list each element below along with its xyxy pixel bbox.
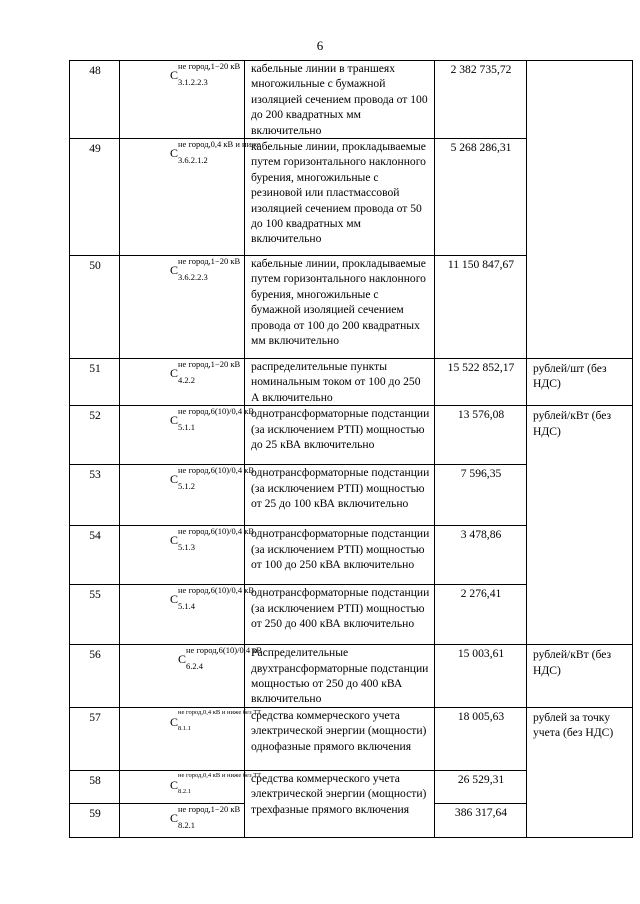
- description: средства коммерческого учета электрической энергии (мощности) однофазные прямого включения: [245, 707, 435, 770]
- rate-symbol: C не город,6(10)/0,4 кВ 5.1.3: [120, 526, 245, 585]
- amount: 3 478,86: [435, 526, 527, 585]
- description: кабельные линии, прокладываемые путем горизонтального наклонного бурения, многожильные с резиновой или пластмассовой изоляцией сечением провода от 50 до 100 квадратных мм включительно: [245, 139, 435, 256]
- row-number: 56: [70, 645, 120, 708]
- unit: рублей/кВт (без НДС): [527, 645, 633, 708]
- row-number: 57: [70, 707, 120, 770]
- rate-symbol: C не город,1−20 кВ 4.2.2: [120, 359, 245, 406]
- description: Распределительные двухтрансформаторные подстанции мощностью от 250 до 400 кВА включительно: [245, 645, 435, 708]
- rate-symbol: C не город,0,4 кВ и ниже без ТТ 8.2.1: [120, 770, 245, 803]
- amount: 5 268 286,31: [435, 139, 527, 256]
- amount: 15 522 852,17: [435, 359, 527, 406]
- unit: рублей/шт (без НДС): [527, 359, 633, 406]
- rate-symbol: C не город,1−20 кВ 3.1.2.2.3: [120, 61, 245, 139]
- rate-symbol: C не город,6(10)/0,4 кВ 5.1.2: [120, 465, 245, 526]
- page-number: 6: [316, 38, 324, 53]
- amount: 386 317,64: [435, 804, 527, 837]
- table-row: [70, 61, 633, 139]
- rate-symbol: C не город,0,4 кВ и ниже без ТТ 8.1.1: [120, 707, 245, 770]
- amount: 26 529,31: [435, 770, 527, 803]
- rate-symbol: C не город,6(10)/0,4 кВ 5.1.1: [120, 406, 245, 465]
- description: однотрансформаторные подстанции (за исключением РТП) мощностью до 25 кВА включительно: [245, 406, 435, 465]
- row-number: 49: [70, 139, 120, 256]
- row-number: 51: [70, 359, 120, 406]
- row-number: 50: [70, 256, 120, 359]
- table-row: [70, 359, 633, 406]
- row-number: 59: [70, 804, 120, 837]
- rate-symbol: C не город,1−20 кВ 3.6.2.2.3: [120, 256, 245, 359]
- rate-symbol: C не город,6(10)/0,4 кВ 5.1.4: [120, 585, 245, 645]
- table-row: [70, 406, 633, 465]
- row-number: 48: [70, 61, 120, 139]
- description: кабельные линии, прокладываемые путем горизонтального наклонного бурения, многожильные с бумажной изоляцией сечением провода от 100 до 200 квадратных мм включительно: [245, 256, 435, 359]
- description: однотрансформаторные подстанции (за исключением РТП) мощностью от 250 до 400 кВА включительно: [245, 585, 435, 645]
- rate-symbol: C не город,6(10)/0,4 кВ 6.2.4: [120, 645, 245, 708]
- description: однотрансформаторные подстанции (за исключением РТП) мощностью от 25 до 100 кВА включительно: [245, 465, 435, 526]
- amount: 11 150 847,67: [435, 256, 527, 359]
- description: средства коммерческого учета электрической энергии (мощности) трехфазные прямого включения: [245, 770, 435, 837]
- row-number: 52: [70, 406, 120, 465]
- rate-symbol: C не город,0,4 кВ и ниже 3.6.2.1.2: [120, 139, 245, 256]
- unit: рублей за точку учета (без НДС): [527, 707, 633, 837]
- row-number: 55: [70, 585, 120, 645]
- description: кабельные линии в траншеях многожильные с бумажной изоляцией сечением провода от 100 до 200 квадратных мм включительно: [245, 61, 435, 139]
- unit: [527, 61, 633, 359]
- table-row: [70, 707, 633, 770]
- amount: 18 005,63: [435, 707, 527, 770]
- rate-symbol: C не город,1−20 кВ 8.2.1: [120, 804, 245, 837]
- amount: 2 276,41: [435, 585, 527, 645]
- row-number: 53: [70, 465, 120, 526]
- description: однотрансформаторные подстанции (за исключением РТП) мощностью от 100 до 250 кВА включительно: [245, 526, 435, 585]
- amount: 13 576,08: [435, 406, 527, 465]
- amount: 2 382 735,72: [435, 61, 527, 139]
- tariff-table: [69, 60, 633, 838]
- amount: 7 596,35: [435, 465, 527, 526]
- unit: рублей/кВт (без НДС): [527, 406, 633, 645]
- description: распределительные пункты номинальным током от 100 до 250 А включительно: [245, 359, 435, 406]
- row-number: 54: [70, 526, 120, 585]
- row-number: 58: [70, 770, 120, 803]
- amount: 15 003,61: [435, 645, 527, 708]
- table-row: [70, 645, 633, 708]
